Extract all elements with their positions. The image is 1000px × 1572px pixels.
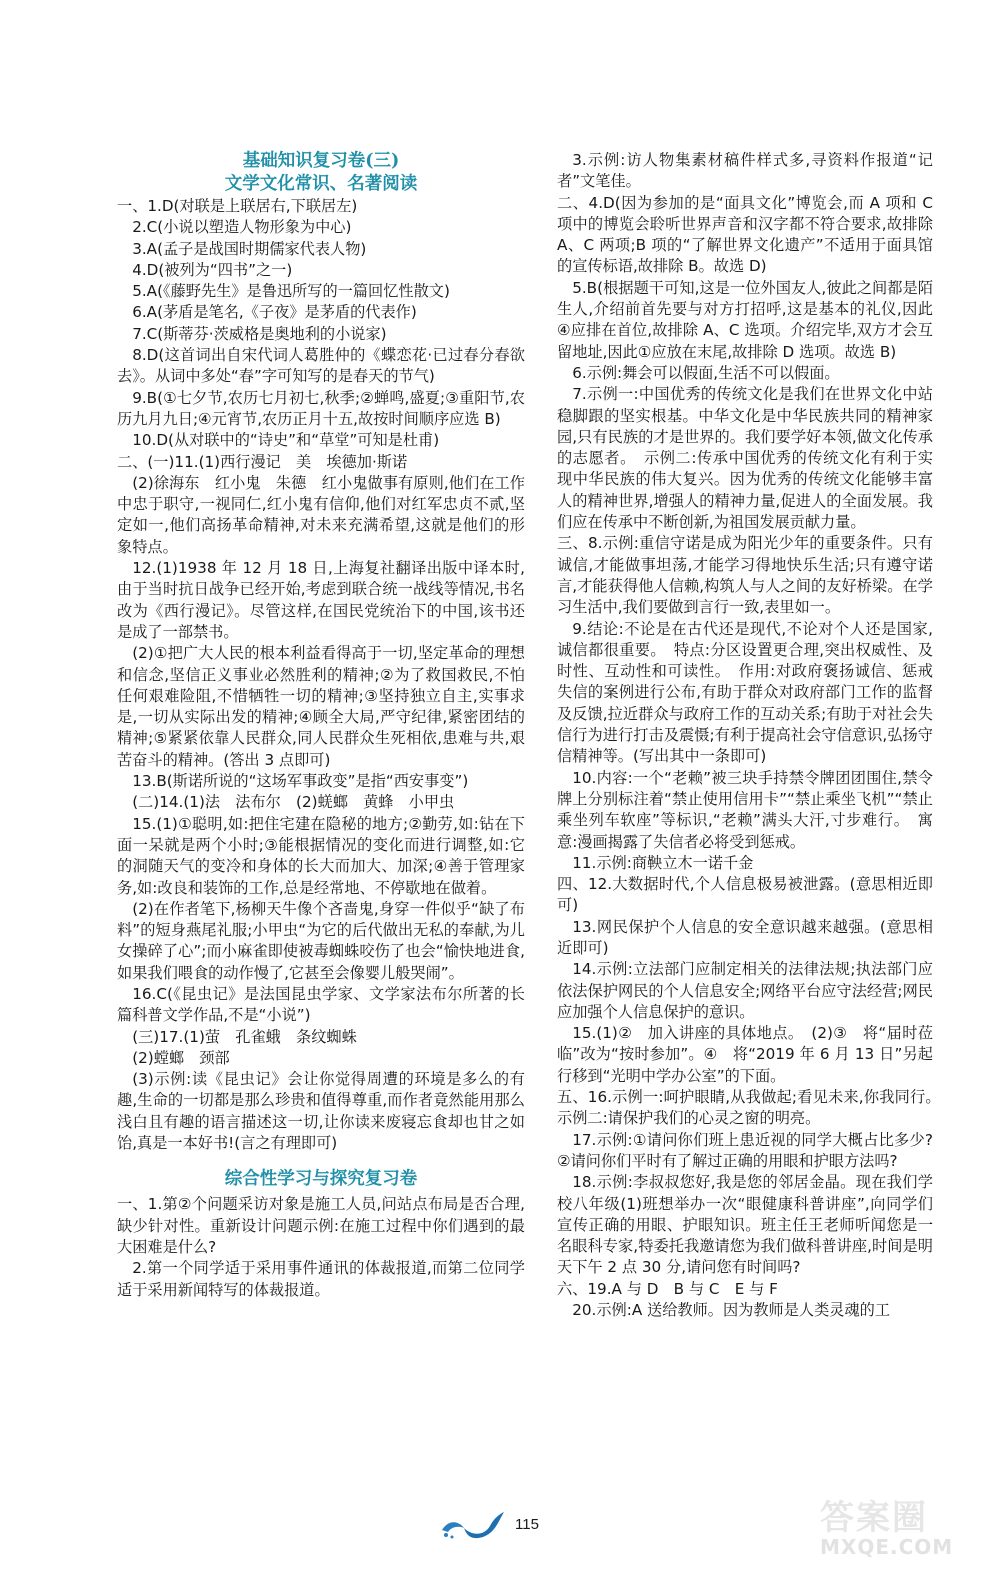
answer-item: 六、19.A 与 D B 与 C E 与 F (557, 1279, 778, 1298)
answer-item: 9.B(①七夕节,农历七月初七,秋季;②蝉鸣,盛夏;③重阳节,农历九月九日;④元宵节,农历正月十五,故按时间顺序应选 B) (117, 388, 525, 428)
answer-item: 三、8.示例:重信守诺是成为阳光少年的重要条件。只有诚信,才能做事坦荡,才能学习得地快乐生活;只有遵守诺言,才能获得他人信赖,构筑人与人之间的友好桥梁。在学习生活中,我们要做到言行一致,表里如一。 (557, 534, 933, 617)
answer-item: 一、1.D(对联是上联居右,下联居左) (117, 197, 358, 215)
answer-item: 9.结论:不论是在古代还是现代,不论对个人还是国家,诚信都很重要。 特点:分区设置更合理,突出权威性、及时性、互动性和可读性。 作用:对政府褒扬诚信、惩戒失信的案例进行公布,有助于群众对政府部门工作的监督及反馈,拉近群众与政府工作的互动关系;有助于对社会失信行为进行打击及震慑;有利于提高社会守信意识,弘扬守信精神等。(写出其中一条即可) (557, 619, 933, 766)
section-title: 基础知识复习卷(三) (242, 151, 400, 171)
answer-item: 5.A(《藤野先生》是鲁迅所写的一篇回忆性散文) (132, 282, 450, 301)
answer-item: 20.示例:A 送给教师。因为教师是人类灵魂的工 (572, 1301, 891, 1320)
answer-item: 7.示例一:中国优秀的传统文化是我们在世界文化中站稳脚跟的坚实根基。中华文化是中华民族共同的精神家园,只有民族的才是世界的。我们要学好本领,做文化传承的志愿者。 示例二:传承中国优秀的传统文化有利于实现中华民族的伟大复兴。因为优秀的传统文化能够丰富人的精神世界,增强人的精神力量,促进人的全面发展。我们应在传承中不断创新,为祖国发展贡献力量。 (557, 385, 933, 532)
watermark-url: MXQE.COM (820, 1535, 954, 1559)
answer-item: 6.A(茅盾是笔名,《子夜》是茅盾的代表作) (132, 303, 417, 322)
answer-item: 16.C(《昆虫记》是法国昆虫学家、文学家法布尔所著的长篇科普文学作品,不是“小说”) (117, 984, 525, 1025)
bird-logo-icon (438, 1508, 508, 1542)
answer-item: 3.A(孟子是战国时期儒家代表人物) (132, 239, 367, 258)
answer-item: 15.(1)② 加入讲座的具体地点。 (2)③ 将“届时莅临”改为“按时参加”。④ 将“2019 年 6 月 13 日”另起行移到“光明中学办公室”的下面。 (557, 1024, 933, 1085)
answer-item: 10.D(从对联中的“诗史”和“草堂”可知是杜甫) (132, 431, 440, 450)
answer-item: 4.D(被列为“四书”之一) (132, 260, 293, 279)
answer-item: 13.B(斯诺所说的“这场军事政变”是指“西安事变”) (132, 772, 469, 791)
section-subtitle: 文学文化常识、名著阅读 (224, 174, 418, 194)
answer-item: 二、(一)11.(1)西行漫记 美 埃德加·斯诺 (117, 452, 408, 471)
left-column (117, 150, 525, 1301)
answer-item: (2)螳螂 颈部 (132, 1048, 230, 1067)
answer-item: 五、16.示例一:呵护眼睛,从我做起;看见未来,你我同行。 示例二:请保护我们的心灵之窗的明亮。 (557, 1088, 949, 1128)
answer-item: 二、4.D(因为参加的是“面具文化”博览会,而 A 项和 C 项中的博览会聆听世界声音和汉字都不符合要求,故排除 A、C 两项;B 项的“了解世界文化遗产”不适用于面具馆的宣传标语,故排除 B。故选 D) (557, 193, 933, 276)
answer-item: 一、1.第②个问题采访对象是施工人员,问站点布局是否合理,缺少针对性。重新设计问题示例:在施工过程中你们遇到的最大困难是什么? (117, 1195, 525, 1256)
answer-item: 12.(1)1938 年 12 月 18 日,上海复社翻译出版中译本时,由于当时抗日战争已经开始,考虑到联合统一战线等情况,书名改为《西行漫记》。尽管这样,在国民党统治下的中国,该书还是成了一部禁书。 (117, 559, 525, 641)
answer-item: 2.第一个同学适于采用事件通讯的体裁报道,而第二位同学适于采用新闻特写的体裁报道。 (117, 1259, 525, 1299)
answer-item: 5.B(根据题干可知,这是一位外国友人,彼此之间都是陌生人,介绍前首先要与对方打招呼,这是基本的礼仪,因此④应排在首位,故排除 A、C 选项。介绍完毕,双方才会互留地址,因此①应放在末尾,故排除 D 选项。故选 B) (557, 278, 933, 361)
answer-item: 6.示例:舞会可以假面,生活不可以假面。 (572, 363, 840, 382)
answer-item: (二)14.(1)法 法布尔 (2)蜣螂 黄蜂 小甲虫 (132, 793, 455, 812)
answer-item: 8.D(这首词出自宋代词人葛胜仲的《蝶恋花·已过春分春欲去》。从词中多处“春”字可知写的是春天的节气) (117, 346, 525, 386)
answer-item: (2)①把广大人民的根本利益看得高于一切,坚定革命的理想和信念,坚信正义事业必然胜利的精神;②为了救国救民,不怕任何艰难险阻,不惜牺牲一切的精神;③坚持独立自主,实事求是,一切从实际出发的精神;④顾全大局,严守纪律,紧密团结的精神;⑤紧紧依靠人民群众,同人民群众生死相依,患难与共,艰苦奋斗的精神。(答出 3 点即可) (117, 644, 525, 769)
answer-item: 17.示例:①请问你们班上患近视的同学大概占比多少? ②请问你们平时有了解过正确的用眼和护眼方法吗? (557, 1130, 949, 1170)
answer-item: (三)17.(1)萤 孔雀蛾 条纹蜘蛛 (132, 1027, 357, 1046)
watermark-title: 答案圈 (820, 1498, 928, 1538)
answer-item: 18.示例:李叔叔您好,我是您的邻居金晶。现在我们学校八年级(1)班想举办一次“眼健康科普讲座”,向同学们宣传正确的用眼、护眼知识。班主任王老师听闻您是一名眼科专家,特委托我邀请您为我们做科普讲座,时间是明天下午 2 点 30 分,请问您有时间吗? (557, 1173, 933, 1277)
answer-item: (3)示例:读《昆虫记》会让你觉得周遭的环境是多么的有趣,生命的一切都是那么珍贵和值得尊重,而作者竟然能用那么浅白且有趣的语言描述这一切,让你读来废寝忘食却也甘之如饴,真是一本好书!(言之有理即可) (117, 1070, 525, 1153)
answer-list-2 (117, 1194, 525, 1300)
answer-item: (2)在作者笔下,杨柳天牛像个吝啬鬼,身穿一件似乎“缺了布料”的短身燕尾礼服;小甲虫“为它的后代做出无私的奉献,为儿女操碎了心”;而小麻雀即使被毒蜘蛛咬伤了也会“愉快地进食,如果我们喂食的动作慢了,它甚至会像婴儿般哭闹”。 (117, 899, 525, 982)
answer-item: 7.C(斯蒂芬·茨威格是奥地利的小说家) (132, 324, 387, 343)
answer-item: 四、12.大数据时代,个人信息极易被泄露。(意思相近即可) (557, 875, 933, 915)
answer-item: 10.内容:一个“老赖”被三块手持禁令牌团团围住,禁令牌上分别标注着“禁止使用信用卡”“禁止乘坐飞机”“禁止乘坐列车软座”等标识,“老赖”满头大汗,寸步难行。 寓意:漫画揭露了失信者必将受到惩戒。 (557, 768, 933, 851)
answer-item: 3.示例:访人物集素材稿件样式多,寻资料作报道“记者”文笔佳。 (557, 151, 933, 191)
answer-list (117, 196, 525, 1154)
watermark (820, 1500, 990, 1568)
answer-list-right (557, 150, 949, 1321)
page-number: 115 (515, 1516, 539, 1533)
answer-item: 15.(1)①聪明,如:把住宅建在隐秘的地方;②勤劳,如:钻在下面一呆就是两个小时;③能根据情况的变化而进行调整,如:它的洞随天气的变冷和身体的长大而加大、加深;④善于管理家务,如:改良和装饰的工作,总是经常地、不停歇地在做着。 (117, 814, 525, 897)
answer-item: 11.示例:商鞅立木一诺千金 (572, 853, 754, 872)
answer-item: (2)徐海东 红小鬼 朱德 红小鬼做事有原则,他们在工作中忠于职守,一视同仁,红小鬼有信仰,他们对红军忠贞不贰,坚定如一,他们高扬革命精神,对未来充满希望,这就是他们的形象特点。 (117, 473, 525, 556)
section-title-2: 综合性学习与探究复习卷 (224, 1169, 418, 1190)
right-column (557, 150, 949, 1321)
answer-item: 14.示例:立法部门应制定相关的法律法规;执法部门应依法保护网民的个人信息安全;网络平台应守法经营;网民应加强个人信息保护的意识。 (557, 960, 933, 1021)
answer-item: 13.网民保护个人信息的安全意识越来越强。(意思相近即可) (557, 917, 933, 957)
answer-item: 2.C(小说以塑造人物形象为中心) (132, 218, 352, 237)
